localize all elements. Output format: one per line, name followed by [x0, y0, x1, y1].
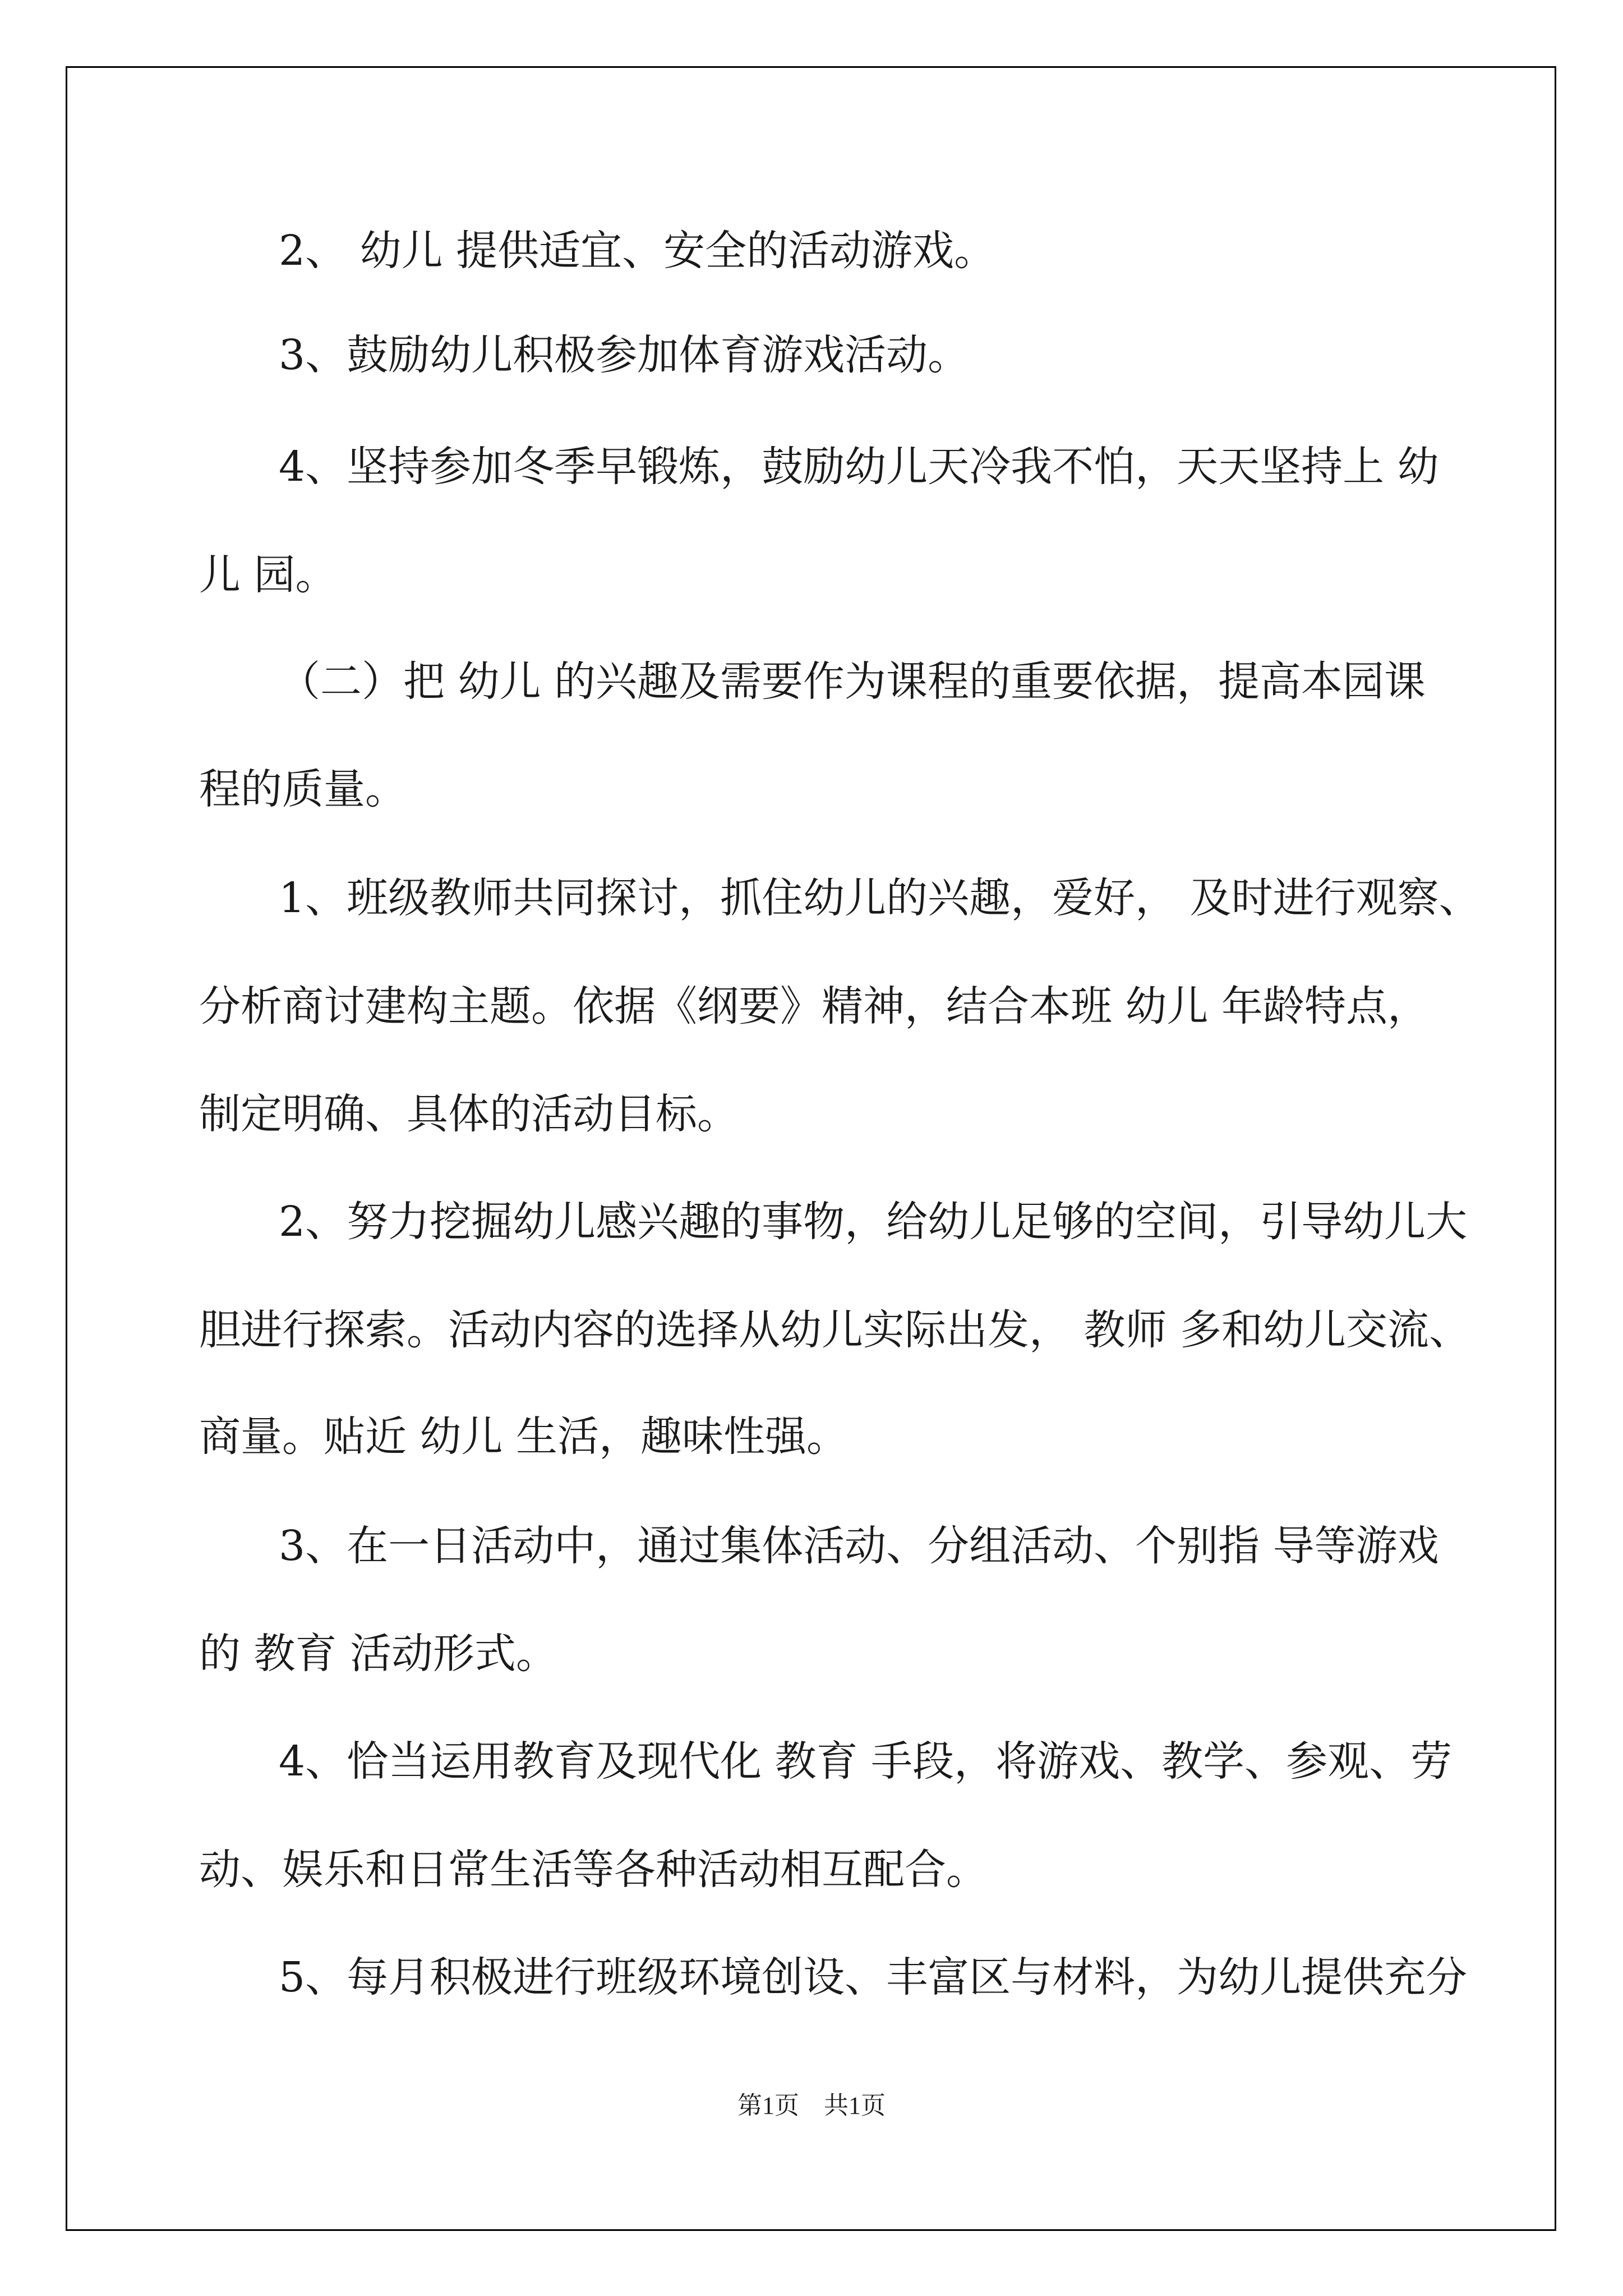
paragraph-line: 4、坚持参加冬季早锻炼，鼓励幼儿天冷我不怕，天天坚持上 幼: [279, 443, 1439, 491]
paragraph-line: 1、班级教师共同探讨，抓住幼儿的兴趣，爱好， 及时进行观察、: [279, 874, 1481, 922]
paragraph-line: 程的质量。: [199, 765, 407, 813]
paragraph-line: 制定明确、具体的活动目标。: [199, 1090, 739, 1138]
paragraph-line: 2、 幼儿 提供适宜、安全的活动游戏。: [279, 227, 996, 275]
paragraph-line: 儿 园。: [199, 551, 337, 599]
paragraph-line: 5、每月积极进行班级环境创设、丰富区与材料，为幼儿提供充分: [279, 1953, 1468, 2001]
paragraph-line: 3、鼓励幼儿积极参加体育游戏活动。: [279, 331, 970, 379]
paragraph-line: 4、恰当运用教育及现代化 教育 手段，将游戏、教学、参观、劳: [279, 1737, 1453, 1786]
paragraph-line: 商量。贴近 幼儿 生活，趣味性强。: [199, 1412, 849, 1461]
paragraph-line: 分析商讨建构主题。依据《纲要》精神，结合本班 幼儿 年龄特点，: [199, 982, 1430, 1030]
paragraph-line: 3、在一日活动中，通过集体活动、分组活动、个别指 导等游戏: [279, 1522, 1439, 1570]
paragraph-line: 胆进行探索。活动内容的选择从幼儿实际出发， 教师 多和幼儿交流、: [199, 1306, 1471, 1354]
paragraph-line: 动、娱乐和日常生活等各种活动相互配合。: [199, 1846, 988, 1894]
paragraph-line: 2、努力挖掘幼儿感兴趣的事物，给幼儿足够的空间，引导幼儿大: [279, 1198, 1468, 1246]
paragraph-line: （二）把 幼儿 的兴趣及需要作为课程的重要依据，提高本园课: [279, 657, 1426, 706]
paragraph-line: 的 教育 活动形式。: [199, 1630, 558, 1678]
page-number-footer: 第1页 共1页: [737, 2092, 886, 2119]
